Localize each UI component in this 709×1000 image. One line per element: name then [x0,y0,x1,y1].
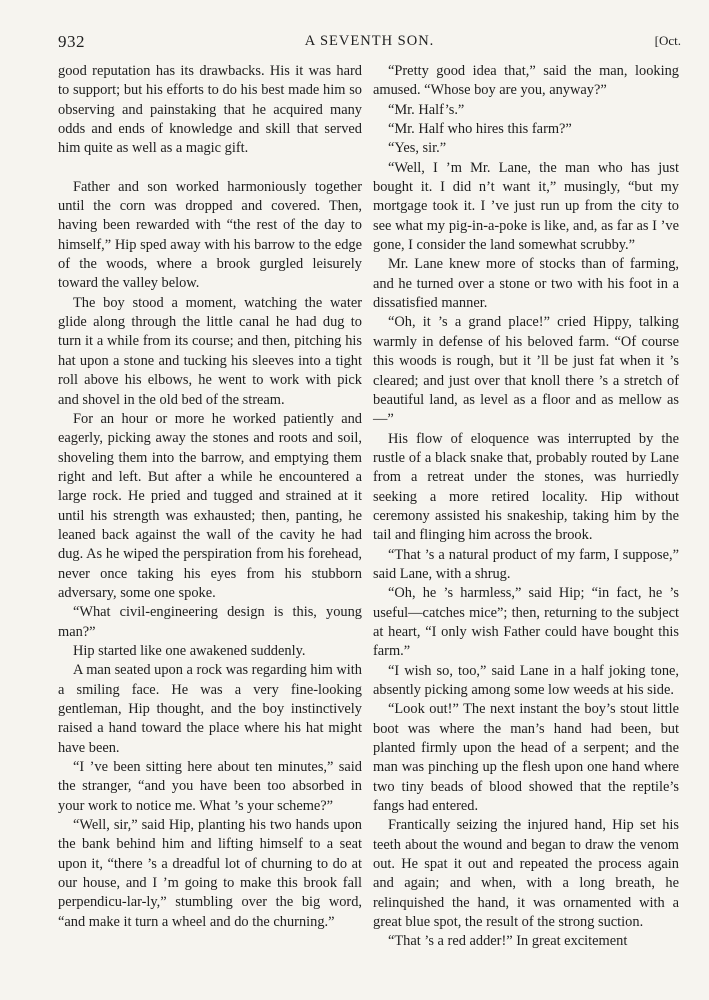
paragraph: Hip started like one awakened suddenly. [73,642,306,659]
paragraph: “Mr. Half’s.” [388,101,465,118]
paragraph: Frantically seizing the injured hand, Hip set his teeth about the wound and began to draw the venom out. He spat it out and repeated the process again and again; and when, with a long breath, he relinquished the hand, it was ornamented with a great blue spot, the result of the strong suction. [373,817,679,931]
paragraph: “Oh, it ’s a grand place!” cried Hippy, talking warmly in defense of his beloved farm. “Of course this woods is rough, but it ’ll be just fat when it ’s cleared; and just over that knoll there ’s a stretch of beautiful land, as level as a floor and as mellow as —” [373,314,679,428]
paragraph: “Look out!” The next instant the boy’s stout little boot was where the man’s hand had been, but planted firmly upon the head of a serpent; and the man was pinching up the flesh upon one hand where two tiny beads of blood showed that the reptile’s fangs had entered. [373,701,679,815]
paragraph: “Well, I ’m Mr. Lane, the man who has just bought it. I did n’t want it,” musingly, “but my mortgage took it. I ’ve just run up from the city to see what my pig-in-a-poke is like, and, as far as I ’ve gone, I consider the land somewhat scrubby.” [373,159,679,254]
paragraph: Father and son worked harmoniously together until the corn was dropped and covered. Then, having been rewarded with “the rest of the day to himself,” Hip sped away with his barrow to the edge of the woods, where a brook gurgled leisurely toward the valley below. [58,178,362,292]
paragraph: “I wish so, too,” said Lane in a half joking tone, absently picking among some low weeds at his side. [373,662,679,698]
paragraph: “Well, sir,” said Hip, planting his two hands upon the bank behind him and lifting himself to a seat upon it, “there ’s a dreadful lot of churning to do at our house, and I ’m going to make this brook fall perpendicu-lar-ly,” stumbling over the big word, “and make it turn a wheel and do the churning.” [58,817,362,930]
paragraph: “That ’s a red adder!” In great excitement [388,933,628,950]
paragraph: “Mr. Half who hires this farm?” [388,121,572,138]
page-header [58,32,681,54]
paragraph: A man seated upon a rock was regarding him with a smiling face. He was a very fine-looking gentleman, Hip thought, and the boy instinctively raised a hand toward the place where his hat might have been. [58,662,362,756]
paragraph: Mr. Lane knew more of stocks than of farming, and he turned over a stone or two with his foot in a dissatisfied manner. [373,256,679,312]
running-title: A SEVENTH SON. [304,33,435,49]
issue-month: [Oct. [654,33,681,48]
paragraph: “I ’ve been sitting here about ten minutes,” said the stranger, “and you have been too absorbed in your work to notice me. What ’s your scheme?” [58,759,362,814]
paragraph: “Pretty good idea that,” said the man, looking amused. “Whose boy are you, anyway?” [373,63,679,99]
paragraph: “Oh, he ’s harmless,” said Hip; “in fact, he ’s useful—catches mice”; then, returning to the subject at heart, “I only wish Father could have bought this farm.” [373,585,679,660]
paragraph: His flow of eloquence was interrupted by the rustle of a black snake that, probably routed by Lane from a retreat under the stones, was hurriedly seeking a more retired locality. Hip without ceremony assisted his snakeship, taking him by the tail and flinging him across the brook. [373,430,679,544]
paragraph: “What civil-engineering design is this, young man?” [58,604,362,640]
paragraph: For an hour or more he worked patiently and eagerly, picking away the stones and roots and soil, shoveling them into the barrow, and emptying them right and left. But after a while he encountered a large rock. He pried and tugged and strained at it until his strength was exhausted; then, panting, he leaned back against the wall of the cavity he had dug. As he wiped the perspiration from his forehead, never once taking his eyes from his stubborn adversary, some one spoke. [58,410,362,601]
left-column [58,62,362,932]
page-number: 932 [58,32,85,51]
right-column [373,62,679,952]
paragraph: “That ’s a natural product of my farm, I suppose,” said Lane, with a shrug. [373,546,679,582]
paragraph: good reputation has its drawbacks. His it was hard to support; but his efforts to do his best made him so observing and painstaking that he acquired many odds and ends of knowledge and skill that served him quite as well as a magic gift. [58,63,362,157]
paragraph: The boy stood a moment, watching the water glide along through the little canal he had dug to turn it a while from its course; and then, pitching his hat upon a stone and tucking his sleeves into a tight roll above his elbows, he went to work with pick and shovel in the old bed of the stream. [58,294,362,408]
paragraph: “Yes, sir.” [388,140,447,157]
